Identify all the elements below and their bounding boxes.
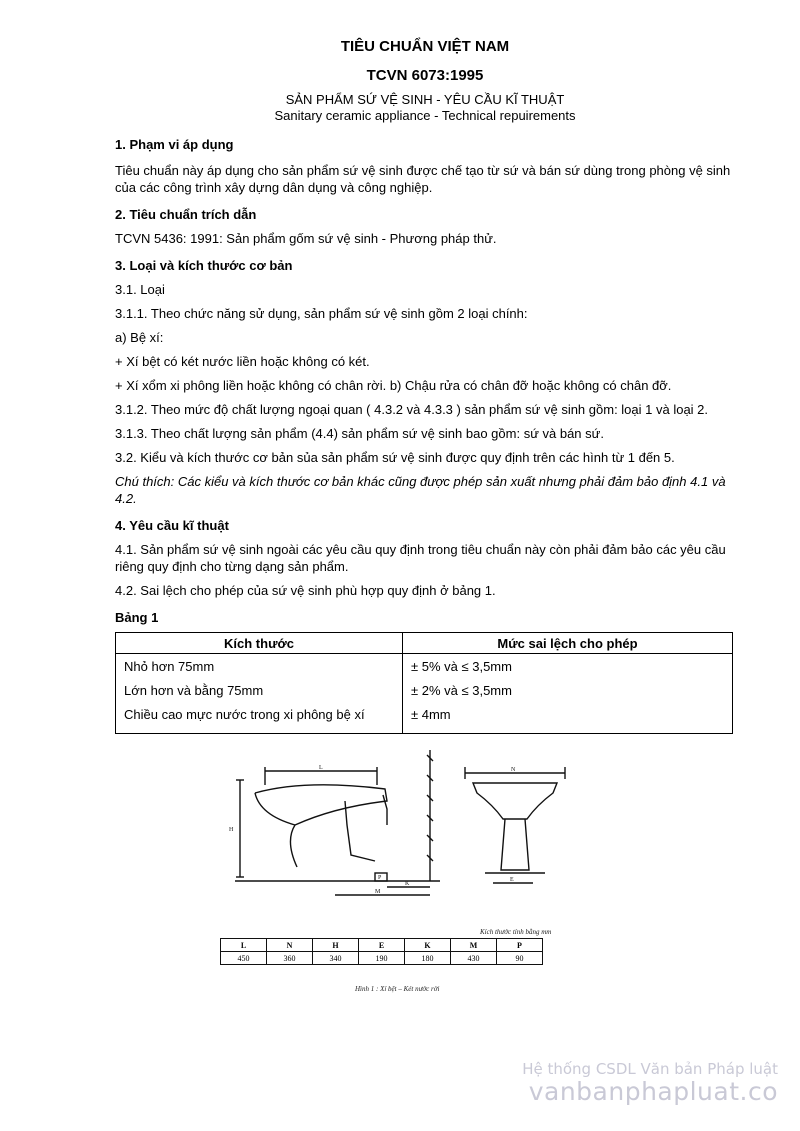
section-3-paragraph: + Xí bệt có két nước liền hoặc không có két.: [115, 354, 370, 369]
dimension-table: [220, 938, 543, 965]
table-header-row: [221, 939, 543, 952]
dimension-value: Lớn hơn và bằng 75mm: [124, 683, 264, 698]
subtitle-en: Sanitary ceramic appliance - Technical repuirements: [274, 108, 576, 123]
table-header-cell: Mức sai lệch cho phép: [403, 633, 733, 654]
svg-text:K: K: [405, 881, 410, 887]
dimension-caption: Kích thước tính bằng mm: [480, 928, 552, 936]
subtitle-vi: SẢN PHẨM SỨ VỆ SINH - YÊU CẦU KĨ THUẬT: [285, 92, 565, 107]
dim-header-cell: N: [267, 939, 313, 952]
table-cell-dimension: [116, 654, 403, 734]
section-3-paragraph: 3.2. Kiểu và kích thước cơ bản sủa sản phẩm sứ vệ sinh được quy định trên các hình từ 1 đến 5.: [115, 450, 675, 465]
document-page: [115, 38, 735, 734]
dim-header-cell: L: [221, 939, 267, 952]
table-header-cell: Kích thước: [116, 633, 403, 654]
svg-text:E: E: [510, 877, 514, 883]
section-4-paragraph: 4.2. Sai lệch cho phép của sứ vệ sinh phù hợp quy định ở bảng 1.: [115, 583, 496, 598]
dim-value-cell: 340: [313, 952, 359, 965]
dimension-value: Chiều cao mực nước trong xi phông bệ xí: [124, 707, 365, 722]
svg-text:N: N: [511, 767, 516, 773]
dim-header-cell: P: [497, 939, 543, 952]
svg-text:P: P: [378, 875, 382, 881]
section-1-paragraph: Tiêu chuẩn này áp dụng cho sản phẩm sứ vệ sinh được chế tạo từ sứ và bán sứ dùng trong phòng vệ sinh của các công trình xây dựng dân dụng và công nghiệp.: [115, 163, 731, 195]
dim-value-cell: 430: [451, 952, 497, 965]
svg-text:L: L: [319, 765, 323, 771]
section-1-heading: 1. Phạm vi áp dụng: [115, 137, 234, 152]
dim-header-cell: H: [313, 939, 359, 952]
dim-header-cell: K: [405, 939, 451, 952]
dim-value-cell: 450: [221, 952, 267, 965]
document-title: TIÊU CHUẨN VIỆT NAM: [340, 38, 510, 55]
table-row: [221, 952, 543, 965]
tolerance-value: ± 5% và ≤ 3,5mm: [411, 659, 512, 674]
watermark-line-2: vanbanphapluat.co: [528, 1077, 778, 1106]
figure-caption: Hình 1 : Xí bệt – Két nước rời: [355, 985, 440, 993]
dim-header-cell: M: [451, 939, 497, 952]
dim-header-cell: E: [359, 939, 405, 952]
tolerance-value: ± 2% và ≤ 3,5mm: [411, 683, 512, 698]
section-3-paragraph: 3.1.1. Theo chức năng sử dụng, sản phẩm sứ vệ sinh gồm 2 loại chính:: [115, 306, 528, 321]
section-3-paragraph: + Xí xổm xi phông liền hoặc không có chân rời. b) Chậu rửa có chân đỡ hoặc không có chân đỡ.: [115, 378, 672, 393]
table-cell-tolerance: [403, 654, 733, 734]
dim-value-cell: 90: [497, 952, 543, 965]
table-label: Bảng 1: [115, 610, 159, 625]
dim-value-cell: 190: [359, 952, 405, 965]
section-3-note: Chú thích: Các kiểu và kích thước cơ bản khác cũng được phép sản xuất nhưng phải đảm bảo định 4.1 và 4.2.: [115, 474, 726, 506]
section-3-paragraph: 3.1.3. Theo chất lượng sản phẩm (4.4) sản phẩm sứ vệ sinh bao gồm: sứ và bán sứ.: [115, 426, 604, 441]
dim-value-cell: 180: [405, 952, 451, 965]
watermark-line-1: Hệ thống CSDL Văn bản Pháp luật: [522, 1060, 778, 1078]
svg-text:H: H: [229, 827, 234, 833]
section-3-paragraph: 3.1. Loại: [115, 282, 165, 297]
section-2-heading: 2. Tiêu chuẩn trích dẫn: [115, 207, 257, 222]
table-row: [116, 654, 733, 734]
svg-text:M: M: [375, 889, 381, 895]
section-3-paragraph: a) Bệ xí:: [115, 330, 164, 345]
section-3-paragraph: 3.1.2. Theo mức độ chất lượng ngoại quan ( 4.3.2 và 4.3.3 ) sản phẩm sứ vệ sinh gồm: loại 1 và loại 2.: [115, 402, 709, 417]
dimension-value: Nhỏ hơn 75mm: [124, 659, 215, 674]
section-2-paragraph: TCVN 5436: 1991: Sản phẩm gốm sứ vệ sinh - Phương pháp thử.: [115, 231, 497, 246]
section-3-heading: 3. Loại và kích thước cơ bản: [115, 258, 293, 273]
table-header-row: [116, 633, 733, 654]
dim-value-cell: 360: [267, 952, 313, 965]
tolerance-value: ± 4mm: [411, 707, 451, 722]
section-4-heading: 4. Yêu cầu kĩ thuật: [115, 518, 229, 533]
standard-code: TCVN 6073:1995: [366, 67, 484, 84]
section-4-paragraph: 4.1. Sản phẩm sứ vệ sinh ngoài các yêu cầu quy định trong tiêu chuẩn này còn phải đảm bảo các yêu cầu riêng quy định cho từng dạng sản phẩm.: [115, 542, 726, 574]
tolerance-table: [115, 632, 733, 734]
